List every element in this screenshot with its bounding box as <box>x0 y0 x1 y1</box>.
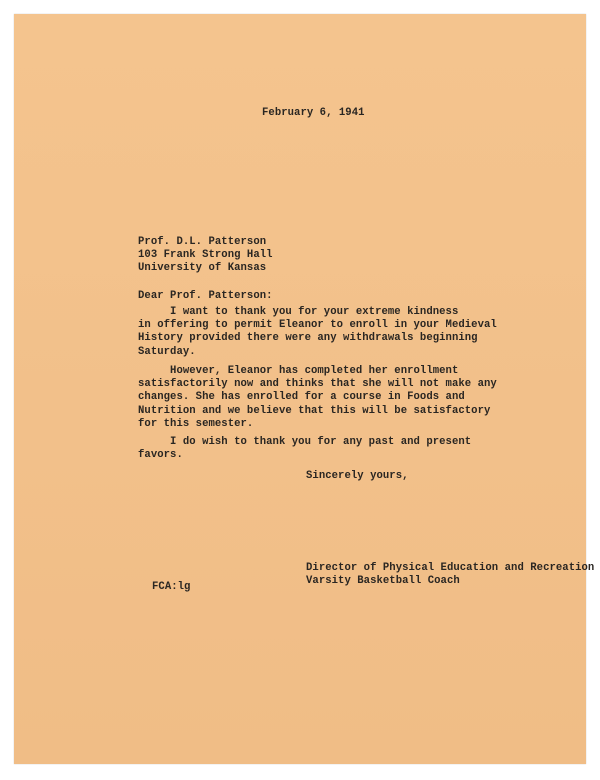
paragraph-line: Nutrition and we believe that this will be satisfactory <box>138 404 491 417</box>
paragraph-line: in offering to permit Eleanor to enroll in your Medieval <box>138 319 497 332</box>
signature-line: Varsity Basketball Coach <box>306 575 460 588</box>
paragraph-2 <box>138 365 497 431</box>
paragraph-line: for this semester. <box>138 417 254 430</box>
signature-title <box>306 562 594 588</box>
recipient-street: 103 Frank Strong Hall <box>138 249 273 262</box>
paragraph-line: I want to thank you for your extreme kindness <box>138 306 459 318</box>
paragraph-line: Saturday. <box>138 345 196 358</box>
paragraph-line: changes. She has enrolled for a course in Foods and <box>138 391 465 404</box>
letter-date: February 6, 1941 <box>262 107 365 119</box>
paragraph-line: I do wish to thank you for any past and present <box>138 436 472 448</box>
signature-line: Director of Physical Education and Recreation <box>306 562 595 574</box>
typist-initials: FCA:lg <box>152 581 191 593</box>
paragraph-1 <box>138 306 497 359</box>
paragraph-line: satisfactorily now and thinks that she will not make any <box>138 378 497 391</box>
closing: Sincerely yours, <box>306 470 409 482</box>
recipient-institution: University of Kansas <box>138 262 267 275</box>
recipient-name: Prof. D.L. Patterson <box>138 236 267 248</box>
paragraph-3 <box>138 436 471 462</box>
recipient-address <box>138 236 273 276</box>
paragraph-line: However, Eleanor has completed her enrollment <box>138 365 459 377</box>
paragraph-line: History provided there were any withdrawals beginning <box>138 332 478 345</box>
salutation: Dear Prof. Patterson: <box>138 290 273 302</box>
paragraph-line: favors. <box>138 449 183 462</box>
